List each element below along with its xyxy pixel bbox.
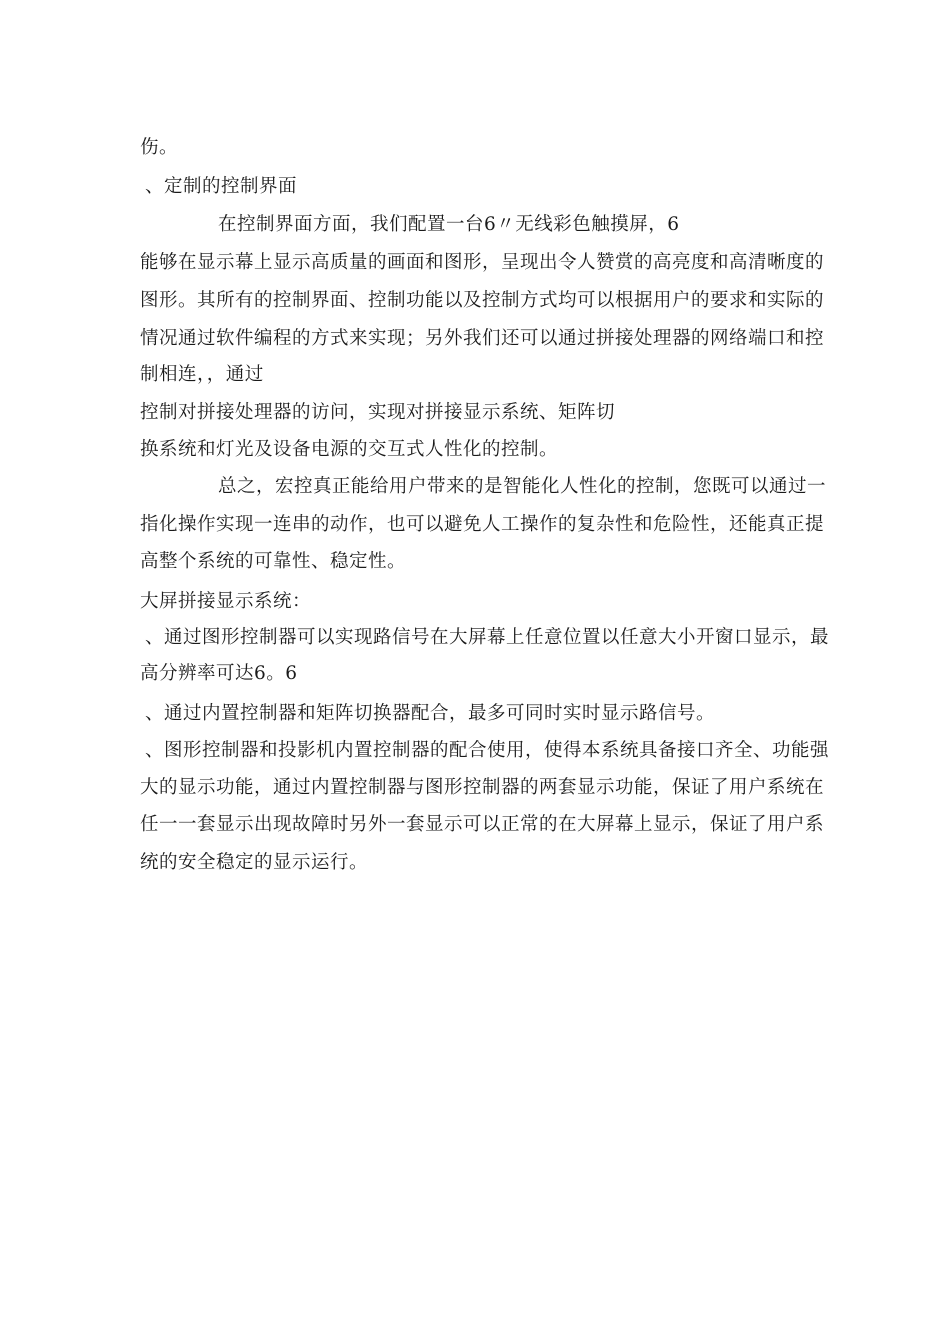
paragraph-line: 指化操作实现一连串的动作，也可以避免人工操作的复杂性和危险性，还能真正提 <box>140 514 825 535</box>
paragraph-line: 控制对拼接处理器的访问，实现对拼接显示系统、矩阵切 <box>140 402 616 423</box>
paragraph-line: 图形。其所有的控制界面、控制功能以及控制方式均可以根据用户的要求和实际的 <box>140 290 825 311</box>
paragraph-line: 高整个系统的可靠性、稳定性。 <box>140 551 407 572</box>
bullet-line: 高分辨率可达6。6 <box>140 663 298 684</box>
paragraph-line: 换系统和灯光及设备电源的交互式人性化的控制。 <box>140 439 559 460</box>
bullet-line: 大的显示功能，通过内置控制器与图形控制器的两套显示功能，保证了用户系统在 <box>140 777 825 798</box>
paragraph-line: 情况通过软件编程的方式来实现；另外我们还可以通过拼接处理器的网络端口和控 <box>140 328 825 349</box>
paragraph-line: 能够在显示幕上显示高质量的画面和图形，呈现出令人赞赏的高亮度和高清晰度的 <box>140 252 825 273</box>
bullet-line: 、通过图形控制器可以实现路信号在大屏幕上任意位置以任意大小开窗口显示，最 <box>145 627 830 648</box>
bullet-line: 、通过内置控制器和矩阵切换器配合，最多可同时实时显示路信号。 <box>145 703 716 724</box>
bullet-line: 、图形控制器和投影机内置控制器的配合使用，使得本系统具备接口齐全、功能强 <box>145 740 830 761</box>
paragraph-line: 总之，宏控真正能给用户带来的是智能化人性化的控制，您既可以通过一 <box>218 476 827 497</box>
section-heading-control-interface: 、定制的控制界面 <box>145 176 298 197</box>
text-line-continuation: 伤。 <box>140 137 179 158</box>
bullet-line: 任一一套显示出现故障时另外一套显示可以正常的在大屏幕上显示，保证了用户系 <box>140 814 825 835</box>
paragraph-line: 在控制界面方面，我们配置一台6〃无线彩色触摸屏，6 <box>218 214 680 235</box>
bullet-line: 统的安全稳定的显示运行。 <box>140 852 369 873</box>
section-heading-large-screen: 大屏拼接显示系统： <box>140 591 312 612</box>
paragraph-line: 制相连，，通过 <box>140 364 264 385</box>
